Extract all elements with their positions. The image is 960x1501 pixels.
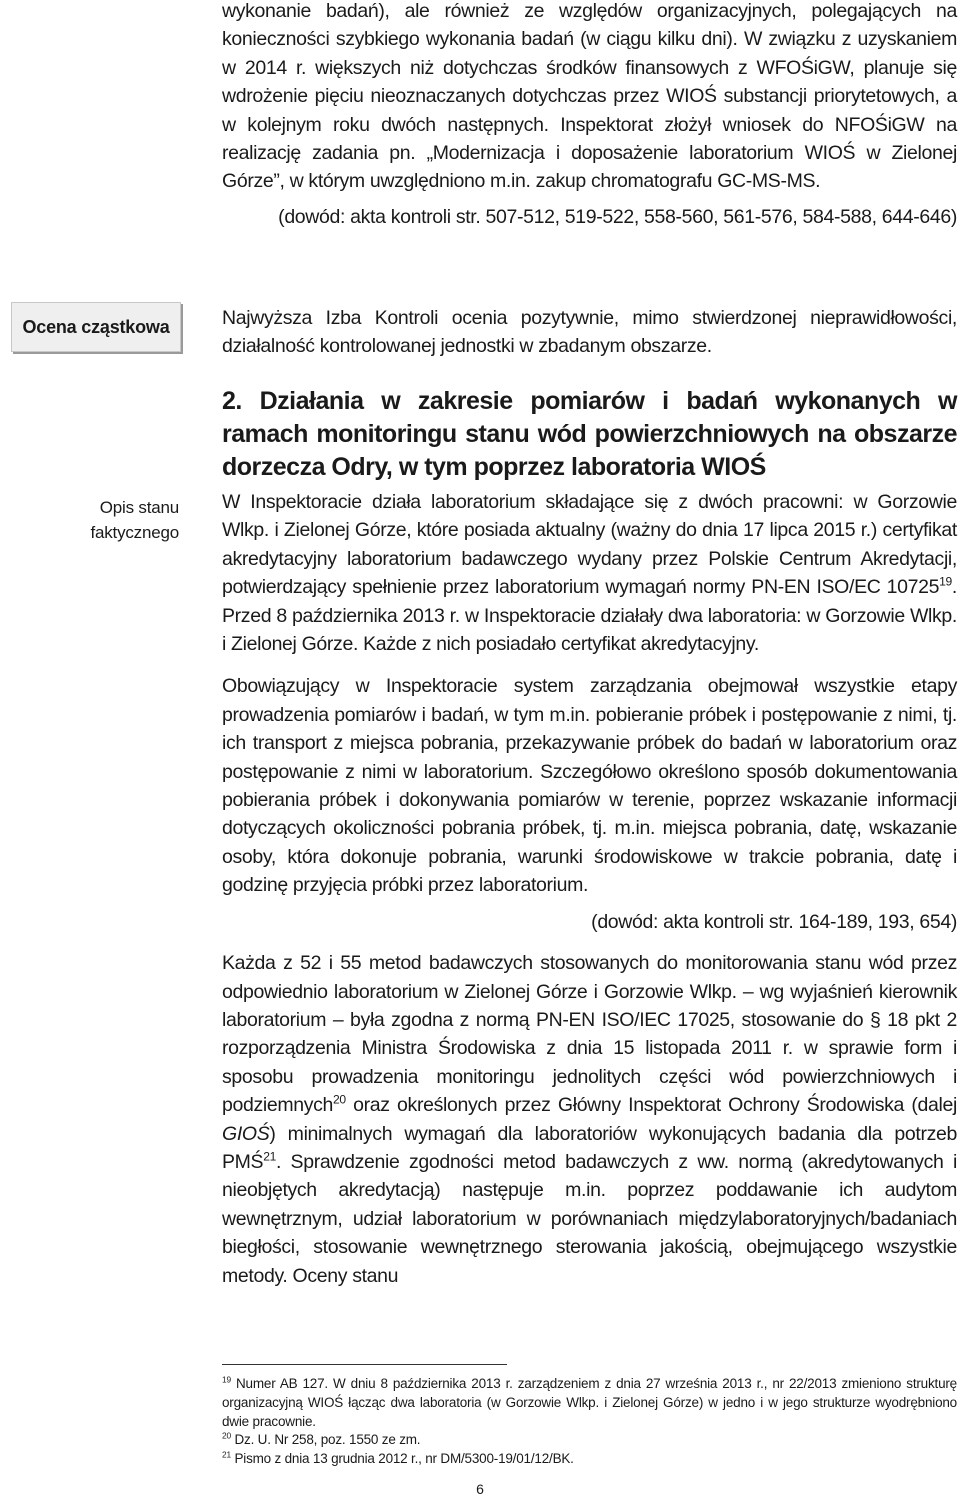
body-block xyxy=(222,488,957,1290)
footnote-separator xyxy=(222,1364,507,1365)
intro-block xyxy=(222,0,957,231)
footnote-19-text: Numer AB 127. W dniu 8 października 2013 r. zarządzeniem z dnia 27 września 2013 r., nr 22/2013 zmieniono strukturę organizacyjną WIOŚ łącząc dwa laboratoria (w Gorzowie Wlkp. i Zielonej Górze) w jedno i w jego strukturze wyodrębniono dwie pracownie. xyxy=(222,1376,957,1429)
footnote-20 xyxy=(222,1431,957,1450)
gios-abbreviation: GIOŚ xyxy=(222,1122,270,1145)
intro-paragraph: wykonanie badań), ale również ze względów organizacyjnych, polegających na konieczności szybkiego wykonania badań (w ciągu kilku dni). W związku z uzyskaniem w 2014 r. większych niż dotychczas środków finansowych z WFOŚiGW, planuje się wdrożenie pięciu nieoznaczanych dotychczas przez WIOŚ substancji priorytetowych, a w kolejnym roku dwóch następnych. Inspektorat złożył wniosek do NFOŚiGW na realizację zadania pn. „Modernizacja i doposażenie laboratorium WIOŚ w Zielonej Górze”, w którym uwzględniono m.in. zakup chromatografu GC-MS-MS. xyxy=(222,0,957,193)
footnote-ref-21: 21 xyxy=(263,1149,276,1164)
opis-label-line2: faktycznego xyxy=(90,523,179,542)
footnotes xyxy=(222,1375,957,1469)
footnote-20-text: Dz. U. Nr 258, poz. 1550 ze zm. xyxy=(234,1432,421,1448)
paragraph-1-text-b: . Przed 8 października 2013 r. w Inspektoracie działały dwa laboratoria: w Gorzowie Wlkp. i Zielonej Górze. Każde z nich posiadało certyfikat akredytacyjny. xyxy=(222,576,957,656)
paragraph-3-text-b: oraz określonych przez Główny Inspektorat Ochrony Środowiska (dalej xyxy=(345,1094,957,1117)
footnote-20-number: 20 xyxy=(222,1430,231,1441)
footnote-19-number: 19 xyxy=(222,1374,231,1385)
footnote-ref-20: 20 xyxy=(333,1092,346,1107)
opis-label-line1: Opis stanu xyxy=(99,498,179,517)
ocena-text: Najwyższa Izba Kontroli ocenia pozytywnie, mimo stwierdzonej nieprawidłowości, działalność kontrolowanej jednostki w zbadanym obszarze. xyxy=(222,307,957,358)
section-heading: 2. Działania w zakresie pomiarów i badań wykonanych w ramach monitoringu stanu wód powierzchniowych na obszarze dorzecza Odry, w tym poprzez laboratoria WIOŚ xyxy=(222,387,957,481)
paragraph-3 xyxy=(222,949,957,1290)
paragraph-3-text-a: Każda z 52 i 55 metod badawczych stosowanych do monitorowania stanu wód przez odpowiednio laboratorium w Zielonej Górze i Gorzowie Wlkp. – wg wyjaśnień kierownik laboratorium – była zgodna z normą PN-EN ISO/IEC 17025, stosowanie do § 18 pkt 2 rozporządzenia Ministra Środowiska z dnia 15 listopada 2011 r. w sprawie form i sposobu prowadzenia monitoringu jednolitych części wód powierzchniowych i podziemnych xyxy=(222,952,957,1117)
ocena-label-box xyxy=(11,302,181,352)
footnote-21-text: Pismo z dnia 13 grudnia 2012 r., nr DM/5300-19/01/12/BK. xyxy=(234,1451,574,1467)
page-number: 6 xyxy=(476,1481,484,1497)
footnote-21 xyxy=(222,1450,957,1469)
intro-evidence: (dowód: akta kontroli str. 507-512, 519-522, 558-560, 561-576, 584-588, 644-646) xyxy=(278,205,957,228)
footnote-21-number: 21 xyxy=(222,1449,231,1460)
ocena-label: Ocena cząstkowa xyxy=(22,316,170,337)
ocena-block xyxy=(222,304,957,361)
footnote-ref-19: 19 xyxy=(939,574,952,589)
paragraph-2-evidence: (dowód: akta kontroli str. 164-189, 193, 654) xyxy=(591,910,957,933)
paragraph-2: Obowiązujący w Inspektoracie system zarządzania obejmował wszystkie etapy prowadzenia pomiarów i badań, w tym m.in. pobieranie próbek i postępowanie z nimi, tj. ich transport z miejsca pobrania, przekazywanie próbek do badań w laboratorium oraz postępowanie z nimi w laboratorium. Szczegółowo określono sposób dokumentowania pobierania próbek i dokonywania pomiarów w terenie, poprzez wskazanie informacji dotyczących okoliczności pobrania próbek, tj. m.in. miejsca pobrania, datę, wskazanie osoby, która dokonuje pobrania, warunki środowiskowe w trakcie pobrania, datę i godzinę przyjęcia próbki przez laboratorium. xyxy=(222,675,957,897)
paragraph-1 xyxy=(222,488,957,658)
paragraph-1-text-a: W Inspektoracie działa laboratorium składające się z dwóch pracowni: w Gorzowie Wlkp. i Zielonej Górze, które posiada aktualny (ważny do dnia 17 lipca 2015 r.) certyfikat akredytacyjny laboratorium badawczego wydany przez Polskie Centrum Akredytacji, potwierdzający spełnienie przez laboratorium wymagań normy PN-EN ISO/EC 10725 xyxy=(222,491,957,599)
footnote-19 xyxy=(222,1375,957,1431)
opis-label xyxy=(11,495,179,545)
paragraph-3-text-c: ) minimalnych wymagań dla laboratoriów wykonujących badania dla potrzeb PMŚ xyxy=(222,1122,957,1173)
paragraph-3-text-d: . Sprawdzenie zgodności metod badawczych z ww. normą (akredytowanych i nieobjętych akredytacją) następuje m.in. poprzez poddawanie ich audytom wewnętrznym, udział laboratorium w porównaniach międzylaboratoryjnych/badaniach biegłości, stosowanie wewnętrznego sterowania jakością, obejmującego wszystkie metody. Oceny stanu xyxy=(222,1150,957,1287)
